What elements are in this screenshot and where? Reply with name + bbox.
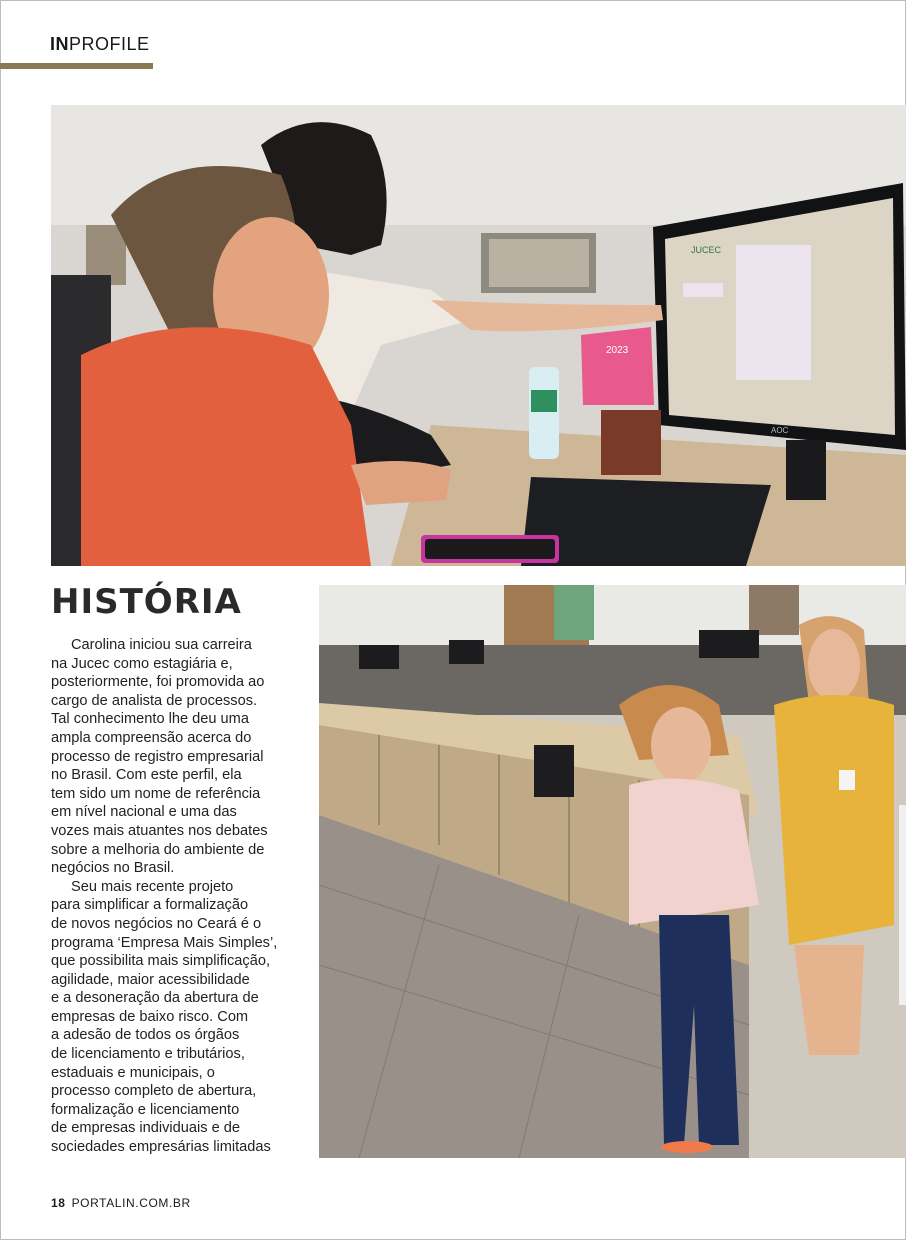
body-line: ampla compreensão acerca do [51, 729, 252, 746]
body-line: processo completo de abertura, [51, 1083, 257, 1100]
body-line: que possibilita mais simplificação, [51, 953, 270, 970]
body-line: para simplificar a formalização [51, 897, 249, 914]
body-line: tem sido um nome de referência [51, 785, 261, 802]
body-line: de novos negócios no Ceará é o [51, 915, 262, 932]
body-line: Tal conhecimento lhe deu uma [51, 711, 249, 728]
page-footer [51, 1196, 191, 1210]
body-line: Seu mais recente projeto [71, 878, 234, 895]
page-number: 18 [51, 1196, 66, 1210]
body-line: agilidade, maior acessibilidade [51, 971, 250, 988]
body-line: sociedades empresárias limitadas [51, 1139, 271, 1156]
calendar-text: 2023 [606, 345, 629, 356]
body-line: estaduais e municipais, o [51, 1064, 215, 1081]
body-line: a adesão de todos os órgãos [51, 1027, 240, 1044]
body-line: de empresas individuais e de [51, 1120, 241, 1137]
section-title: HISTÓRIA [51, 582, 242, 622]
body-line: vozes mais atuantes nos debates [51, 822, 268, 839]
body-line: formalização e licenciamento [51, 1101, 240, 1118]
body-line: de licenciamento e tributários, [51, 1046, 245, 1063]
body-line: sobre a melhoria do ambiente de [51, 841, 265, 858]
body-line: processo de registro empresarial [51, 748, 264, 765]
body-line: cargo de analista de processos. [51, 692, 258, 709]
body-text [51, 636, 301, 1157]
monitor-brand: AOC [771, 426, 789, 435]
body-line: negócios no Brasil. [51, 860, 175, 877]
header-rule [0, 63, 153, 69]
header-light: PROFILE [69, 34, 150, 54]
photo-office-monitor [51, 105, 906, 566]
screen-logo: JUCEC [691, 245, 722, 255]
body-line: em nível nacional e uma das [51, 804, 237, 821]
body-line: na Jucec como estagiária e, [51, 655, 233, 672]
header-bold: IN [50, 34, 69, 54]
body-line: Carolina iniciou sua carreira [71, 637, 252, 653]
body-line: no Brasil. Com este perfil, ela [51, 767, 242, 784]
photo-office-floor [319, 585, 906, 1158]
site-url: PORTALIN.COM.BR [71, 1196, 191, 1210]
calendar [581, 327, 654, 405]
body-line: posteriormente, foi promovida ao [51, 674, 265, 691]
body-line: empresas de baixo risco. Com [51, 1008, 249, 1025]
body-line: e a desoneração da abertura de [51, 990, 259, 1007]
body-line: programa ‘Empresa Mais Simples’, [51, 934, 278, 951]
section-header [50, 34, 150, 55]
